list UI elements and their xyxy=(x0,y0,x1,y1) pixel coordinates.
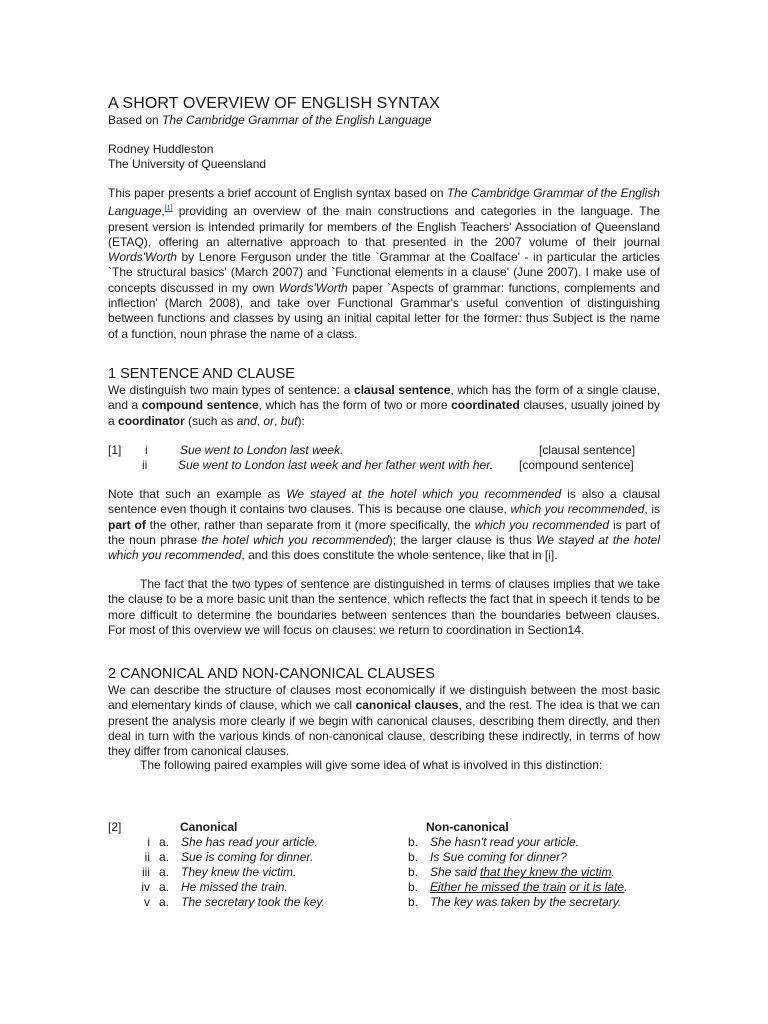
term-bold: canonical clauses xyxy=(355,698,459,713)
term-bold: compound sentence xyxy=(141,398,259,413)
item-letter: a. xyxy=(159,880,170,894)
intro-book-title: The Cambridge Grammar of the English Language xyxy=(108,186,660,219)
canonical-example: She has read your article. xyxy=(181,835,318,849)
text-segment: . xyxy=(624,880,628,894)
document-title: A SHORT OVERVIEW OF ENGLISH SYNTAX xyxy=(108,95,441,112)
item-letter: a. xyxy=(159,850,170,864)
item-letter: b. xyxy=(408,895,419,909)
intro-text: paper `Aspects of grammar: functions, complements and inflection' (March 2008), and take over Functional Grammar's useful convention of distinguishing between functions and classes by using an initial capital letter for the former: thus Subject is the name of a function, noun phrase the name of a class. xyxy=(108,280,660,341)
item-letter: b. xyxy=(408,880,419,894)
subtitle-book: The Cambridge Grammar of the English Language xyxy=(162,113,432,127)
text-run: , xyxy=(274,413,281,428)
non-canonical-example xyxy=(430,865,615,879)
journal-title: Words'Worth xyxy=(278,280,348,295)
term-bold: part of xyxy=(108,517,146,532)
text-run: clauses, usually joined by a xyxy=(108,398,660,428)
text-italic: We stayed at the hotel which you recommended xyxy=(108,532,660,563)
text-italic: the hotel which you recommended xyxy=(201,532,389,547)
text-italic: but xyxy=(280,413,298,428)
non-canonical-example xyxy=(430,850,567,864)
intro-paragraph xyxy=(108,186,660,342)
text-segment: . xyxy=(611,865,615,879)
text-run: , and this does constitute the whole sentence, like that in [i]. xyxy=(241,548,558,563)
intro-comma: , xyxy=(161,204,165,219)
section1-paragraph xyxy=(108,487,660,563)
text-italic: We stayed at the hotel which you recommended xyxy=(286,487,562,501)
text-run: , xyxy=(256,413,264,428)
journal-title: Words'Worth xyxy=(108,250,177,265)
text-italic: or xyxy=(263,413,275,428)
example-number: iv xyxy=(141,880,150,894)
section1-paragraph xyxy=(108,383,660,429)
text-segment: She said xyxy=(430,865,481,879)
canonical-example: Sue is coming for dinner. xyxy=(181,850,314,864)
canonical-example: They knew the victim. xyxy=(181,865,297,879)
text-run: ): xyxy=(297,413,305,428)
subtitle xyxy=(108,113,432,127)
text-run: is also a clausal sentence even though it contains two clauses. This is because one clause, xyxy=(108,487,661,517)
text-run: , which has the form of a single clause, and a xyxy=(108,383,660,413)
term-bold: clausal sentence xyxy=(354,383,451,397)
intro-text: by Lenore Ferguson under the title `Grammar at the Coalface' - in particular the articles `The structural basics' (March 2007) and `Functional elements in a clause' (June 2007). I make use of concepts discussed in my own xyxy=(108,250,660,295)
text-segment: The key was taken by the secretary. xyxy=(430,895,622,909)
non-canonical-example xyxy=(430,895,621,909)
author-name: Rodney Huddleston xyxy=(108,142,214,156)
example-number: ii xyxy=(144,850,150,864)
text-segment: Is Sue coming for dinner? xyxy=(430,850,567,864)
underlined-segment: Either he missed the train xyxy=(430,880,567,894)
section2-paragraph: The following paired examples will give some idea of what is involved in this distinction: xyxy=(140,758,603,772)
subtitle-prefix: Based on xyxy=(108,113,163,127)
example-number: i xyxy=(145,443,148,457)
example-number: iii xyxy=(142,865,150,879)
intro-text: providing an overview of the main constructions and categories in the language. The present version is intended primarily for members of the English Teachers' Association of Queensland (ETAQ), offering an alternative approach to that presented in the 2007 volume of their journal xyxy=(108,204,660,249)
text-run: the other, rather than separate from it (more specifically, the xyxy=(145,517,475,532)
item-letter: b. xyxy=(408,835,419,849)
footnote-link[interactable]: [1] xyxy=(164,205,173,213)
item-letter: a. xyxy=(159,835,170,849)
example-sentence: Sue went to London last week and her father went with her. xyxy=(178,458,494,472)
term-bold: coordinator xyxy=(118,413,185,428)
intro-text: This paper presents a brief account of English syntax based on xyxy=(108,186,447,200)
text-run: is part of the noun phrase xyxy=(108,517,660,547)
text-italic: and xyxy=(236,413,257,428)
column-heading-non-canonical: Non-canonical xyxy=(426,820,509,834)
example-number: i xyxy=(147,835,150,849)
text-run: We distinguish two main types of sentence: a xyxy=(108,383,355,397)
author-affiliation: The University of Queensland xyxy=(108,157,267,171)
example-tag: [clausal sentence] xyxy=(539,443,636,457)
section-heading: 1 SENTENCE AND CLAUSE xyxy=(108,366,295,382)
text-run: , is xyxy=(644,502,660,517)
section1-paragraph: The fact that the two types of sentence are distinguished in terms of clauses implies that we take the clause to be a more basic unit than the sentence, which reflects the fact that in speech it tends to be more difficult to determine the boundaries between sentences than the boundaries between clauses. For most of this overview we will focus on clauses: we return to coordination in Section14. xyxy=(108,577,660,637)
canonical-example: He missed the train. xyxy=(181,880,288,894)
example-label: [1] xyxy=(108,443,122,457)
section-heading: 2 CANONICAL AND NON-CANONICAL CLAUSES xyxy=(108,666,435,682)
text-italic: which you recommended xyxy=(474,517,610,532)
example-tag: [compound sentence] xyxy=(519,458,634,472)
text-italic: which you recommended xyxy=(510,502,645,517)
item-letter: a. xyxy=(159,895,170,909)
text-run: (such as xyxy=(184,413,237,428)
text-run: ); the larger clause is thus xyxy=(388,532,537,547)
text-run: Note that such an example as xyxy=(108,487,287,501)
term-bold: coordinated xyxy=(451,398,520,413)
non-canonical-example xyxy=(430,835,579,849)
text-segment: She hasn't read your article. xyxy=(430,835,580,849)
section2-paragraph xyxy=(108,683,660,759)
example-label: [2] xyxy=(108,820,122,834)
item-letter: a. xyxy=(159,865,170,879)
example-number: ii xyxy=(142,458,148,472)
item-letter: b. xyxy=(408,865,419,879)
example-sentence: Sue went to London last week. xyxy=(180,443,344,457)
canonical-example: The secretary took the key. xyxy=(181,895,325,909)
underlined-segment: or it is late xyxy=(569,880,625,894)
text-run: , and the rest. The idea is that we can present the analysis more clearly if we begin with canonical clauses, describing them directly, and then deal in turn with the various kinds of non-canonical clause, describing these indirectly, in terms of how they differ from canonical clauses. xyxy=(108,698,660,759)
non-canonical-example xyxy=(430,880,627,894)
underlined-segment: that they knew the victim xyxy=(480,865,612,879)
example-number: v xyxy=(144,895,150,909)
text-run: , which has the form of two or more xyxy=(258,398,452,413)
item-letter: b. xyxy=(408,850,419,864)
text-run: We can describe the structure of clauses most economically if we distinguish between the most basic and elementary kinds of clause, which we call xyxy=(108,683,660,713)
column-heading-canonical: Canonical xyxy=(180,820,238,834)
